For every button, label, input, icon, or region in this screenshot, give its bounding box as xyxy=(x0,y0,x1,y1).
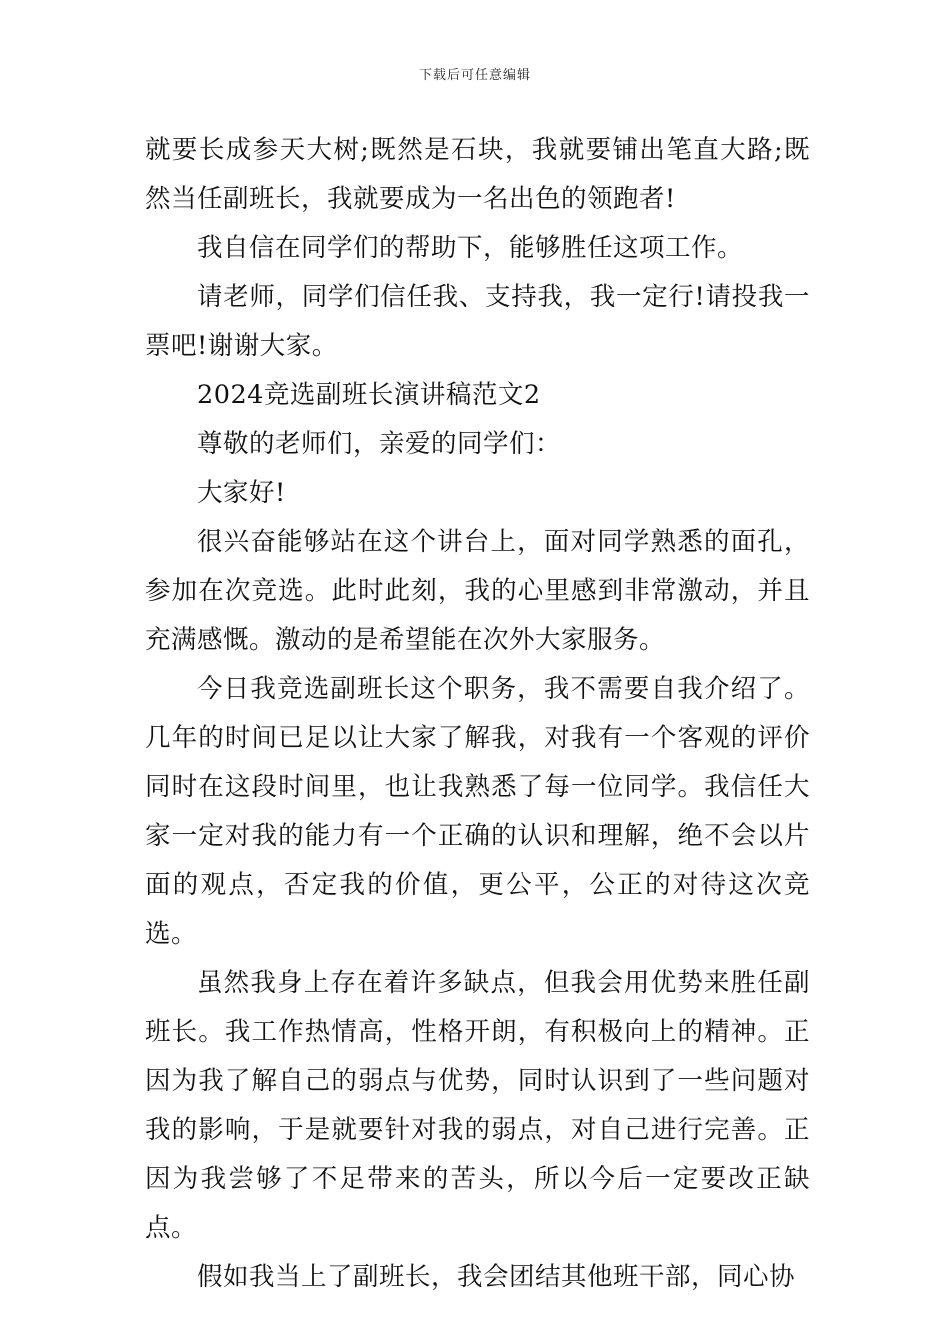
paragraph-unity: 假如我当上了副班长，我会团结其他班干部，同心协 xyxy=(197,1262,796,1292)
paragraph-continuation: 就要长成参天大树;既然是石块，我就要铺出笔直大路;既然当任副班长，我就要成为一名出色的领跑者! xyxy=(145,135,810,214)
greeting: 大家好! xyxy=(197,478,286,508)
paragraph-introduction: 今日我竞选副班长这个职务，我不需要自我介绍了。几年的时间已足以让大家了解我，对我有一个客观的评价同时在这段时间里，也让我熟悉了每一位同学。我信任大家一定对我的能力有一个正确的认识和理解，绝不会以片面的观点，否定我的价值，更公平，公正的对待这次竞选。 xyxy=(145,674,810,949)
header-note: 下载后可任意编辑 xyxy=(418,68,531,83)
paragraph-excitement: 很兴奋能够站在这个讲台上，面对同学熟悉的面孔，参加在次竞选。此时此刻，我的心里感到非常激动，并且充满感慨。激动的是希望能在次外大家服务。 xyxy=(145,527,810,655)
paragraph-strengths: 虽然我身上存在着许多缺点，但我会用优势来胜任副班长。我工作热情高，性格开朗，有积极向上的精神。正因为我了解自己的弱点与优势，同时认识到了一些问题对我的影响，于是就要针对我的弱点，对自己进行完善。正因为我尝够了不足带来的苦头，所以今后一定要改正缺点。 xyxy=(145,968,810,1243)
paragraph-vote-request: 请老师，同学们信任我、支持我，我一定行!请投我一票吧!谢谢大家。 xyxy=(145,282,810,361)
section-title: 2024竞选副班长演讲稿范文2 xyxy=(197,380,541,410)
paragraph-confidence: 我自信在同学们的帮助下，能够胜任这项工作。 xyxy=(197,233,744,263)
document-body xyxy=(145,126,810,1302)
salutation: 尊敬的老师们，亲爱的同学们： xyxy=(197,429,562,459)
